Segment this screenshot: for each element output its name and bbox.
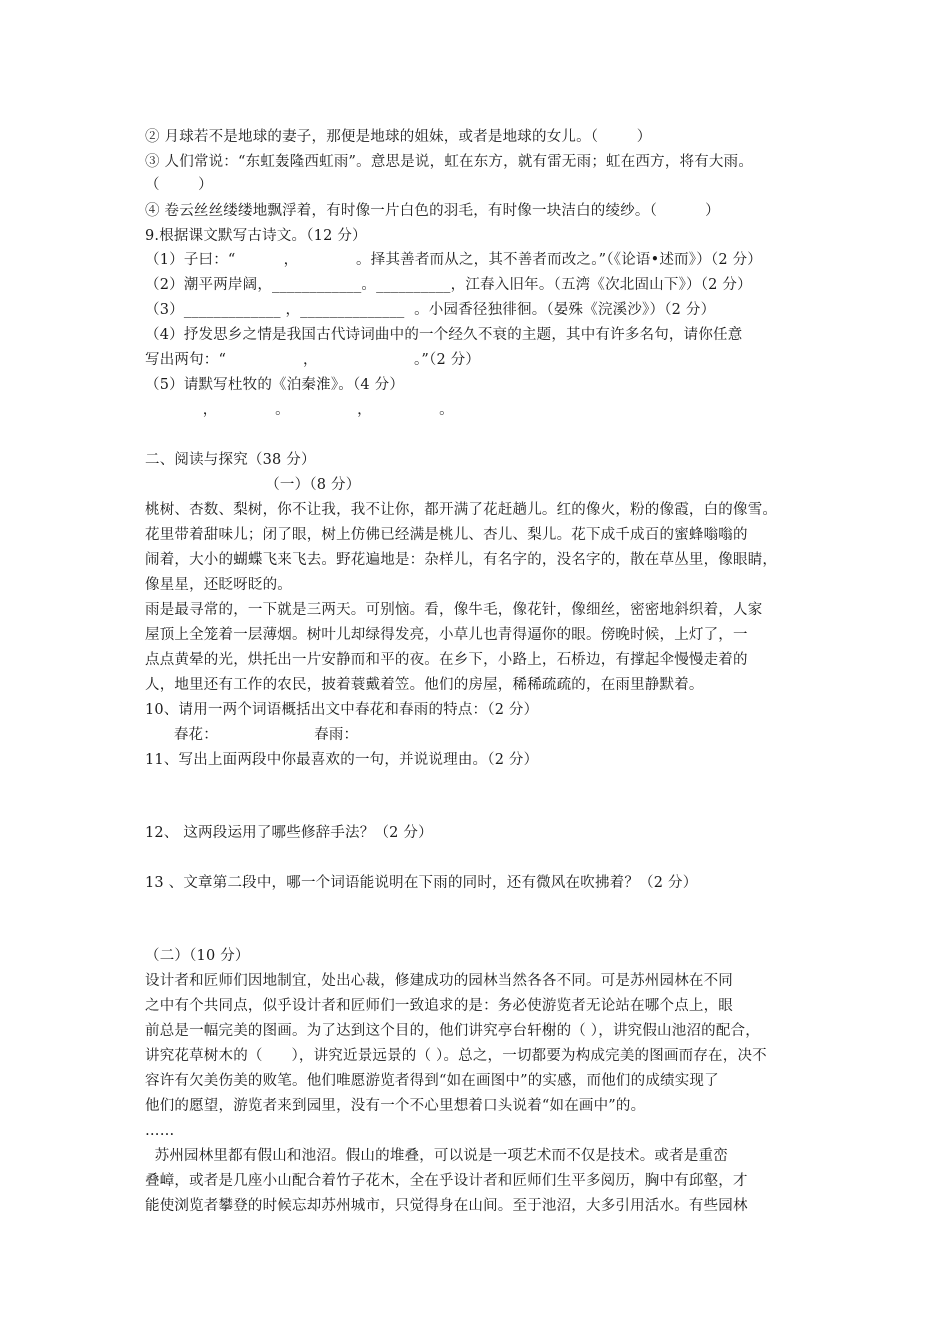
question-11: 11、写出上面两段中你最喜欢的一句，并说说理由。（2 分） bbox=[145, 752, 539, 768]
question-9-part-4: （4）抒发思乡之情是我国古代诗词曲中的一个经久不衰的主题，其中有许多名句，请你任意 bbox=[145, 327, 743, 343]
passage-2-line: 容许有欠美伤美的败笔。他们唯愿游览者得到“如在画图中”的实感，而他们的成绩实现了 bbox=[145, 1073, 719, 1089]
passage-2-line: 他们的愿望，游览者来到园里，没有一个不心里想着口头说着“如在画中”的。 bbox=[145, 1098, 646, 1114]
ellipsis: …… bbox=[145, 1123, 175, 1139]
passage-2-line: 之中有个共同点，似乎设计者和匠师们一致追求的是：务必使游览者无论站在哪个点上，眼 bbox=[145, 998, 733, 1014]
section-2-heading: 二、阅读与探究（38 分） bbox=[145, 452, 316, 468]
passage-2-line: 讲究花草树木的（ ），讲究近景远景的（ ）。总之，一切都要为构成完美的图画而存在，决不 bbox=[145, 1048, 767, 1064]
passage-1-line: 人，地里还有工作的农民，披着蓑戴着笠。他们的房屋，稀稀疏疏的，在雨里静默着。 bbox=[145, 677, 704, 693]
passage-2-line: 能使浏览者攀登的时候忘却苏州城市，只觉得身在山间。至于池沼，大多引用活水。有些园林 bbox=[145, 1198, 748, 1214]
passage-1-line: 点点黄晕的光，烘托出一片安静而和平的夜。在乡下，小路上，石桥边，有撑起伞慢慢走着的 bbox=[145, 652, 748, 668]
passage-2-line: 苏州园林里都有假山和池沼。假山的堆叠，可以说是一项艺术而不仅是技术。或者是重峦 bbox=[145, 1148, 728, 1164]
question-9-part-5-blanks: ， 。 ， 。 bbox=[145, 402, 454, 418]
question-9-heading: 9.根据课文默写古诗文。（12 分） bbox=[145, 228, 367, 244]
passage-2-heading: （二）（10 分） bbox=[145, 948, 250, 964]
passage-1-line: 桃树、杏数、梨树，你不让我，我不让你，都开满了花赶趟儿。红的像火，粉的像霞，白的像雪。 bbox=[145, 502, 778, 518]
question-8-item-3: ③ 人们常说：“东虹轰隆西虹雨”。意思是说，虹在东方，就有雷无雨；虹在西方，将有大雨。 bbox=[145, 154, 754, 170]
passage-1-line: 闹着，大小的蝴蝶飞来飞去。野花遍地是：杂样儿，有名字的，没名字的，散在草丛里，像眼睛， bbox=[145, 552, 778, 568]
question-9-part-4-cont: 写出两句：“ ， 。”（2 分） bbox=[145, 352, 481, 368]
question-10-answers: 春花： 春雨： bbox=[145, 727, 359, 743]
passage-1-line: 花里带着甜味儿；闭了眼，树上仿佛已经满是桃儿、杏儿、梨儿。花下成千成百的蜜蜂嗡嗡的 bbox=[145, 527, 748, 543]
question-8-item-3-answer: （ ） bbox=[145, 177, 213, 193]
question-9-part-1: （1）子曰：“ ， 。择其善者而从之，其不善者而改之。”（《论语•述而》）（2 分） bbox=[145, 252, 762, 268]
passage-1-line: 像星星，还眨呀眨的。 bbox=[145, 577, 292, 593]
question-13: 13 、文章第二段中，哪一个词语能说明在下雨的同时，还有微风在吹拂着？（2 分） bbox=[145, 875, 698, 891]
question-9-part-3: （3）_____________ ，______________ 。小园香径独徘徊。（晏殊《浣溪沙》）（2 分） bbox=[145, 302, 716, 318]
question-10: 10、请用一两个词语概括出文中春花和春雨的特点：（2 分） bbox=[145, 702, 539, 718]
passage-2-line: 前总是一幅完美的图画。为了达到这个目的，他们讲究亭台轩榭的（ ），讲究假山池沼的配合， bbox=[145, 1023, 760, 1039]
passage-1-line: 屋顶上全笼着一层薄烟。树叶儿却绿得发亮，小草儿也青得逼你的眼。傍晚时候，上灯了，一 bbox=[145, 627, 748, 643]
question-9-part-5: （5）请默写杜牧的《泊秦淮》。（4 分） bbox=[145, 377, 405, 393]
passage-2-line: 叠嶂，或者是几座小山配合着竹子花木，全在乎设计者和匠师们生平多阅历，胸中有邱壑，才 bbox=[145, 1173, 748, 1189]
question-9-part-2: （2）潮平两岸阔，____________。__________，江春入旧年。（五湾《次北固山下》）（2 分） bbox=[145, 277, 752, 293]
question-8-item-2: ② 月球若不是地球的妻子，那便是地球的姐妹，或者是地球的女儿。（ ） bbox=[145, 129, 652, 145]
passage-1-line: 雨是最寻常的，一下就是三两天。可别恼。看，像牛毛，像花针，像细丝，密密地斜织着，人家 bbox=[145, 602, 763, 618]
question-8-item-4: ④ 卷云丝丝缕缕地飘浮着，有时像一片白色的羽毛，有时像一块洁白的绫纱。（ ） bbox=[145, 203, 720, 219]
passage-2-line: 设计者和匠师们因地制宜，处出心裁，修建成功的园林当然各各不同。可是苏州园林在不同 bbox=[145, 973, 733, 989]
passage-1-heading: （一）（8 分） bbox=[145, 477, 361, 493]
question-12: 12、 这两段运用了哪些修辞手法？（2 分） bbox=[145, 825, 433, 841]
